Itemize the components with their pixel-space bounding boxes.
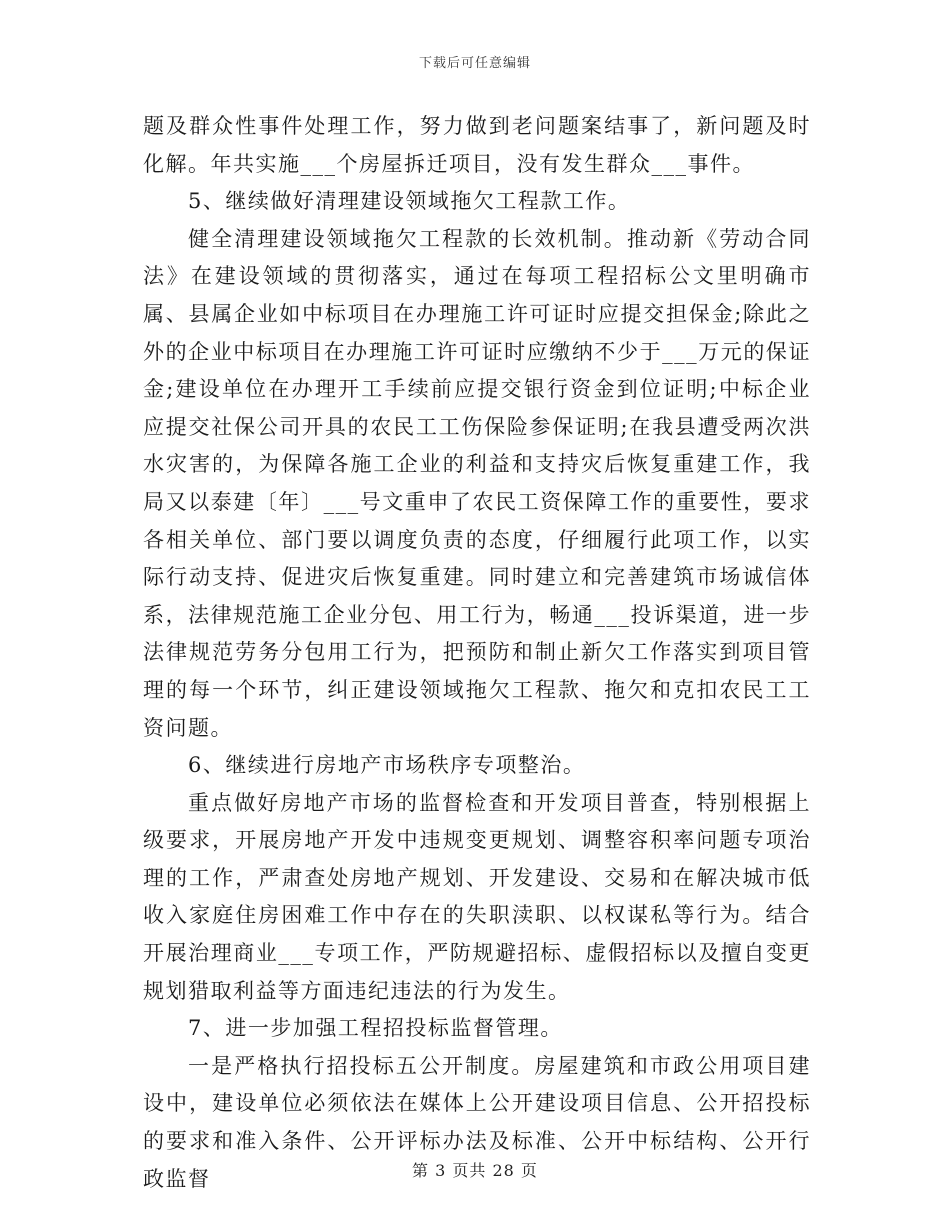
paragraph-continuation: 题及群众性事件处理工作，努力做到老问题案结事了，新问题及时化解。年共实施___个房屋拆迁项目，没有发生群众___事件。 [143,114,811,176]
paragraph-real-estate: 重点做好房地产市场的监督检查和开发项目普查，特别根据上级要求，开展房地产开发中违规变更规划、调整容积率问题专项治理的工作，严肃查处房地产规划、开发建设、交易和在解决城市低收入家庭住房困难工作中存在的失职渎职、以权谋私等行为。结合开展治理商业___专项工作，严防规避招标、虚假招标以及擅自变更规划猎取利益等方面违纪违法的行为发生。 [143,790,811,1003]
section-heading-6: 6、继续进行房地产市场秩序专项整治。 [188,753,586,778]
paragraph-wage-arrears: 健全清理建设领域拖欠工程款的长效机制。推动新《劳动合同法》在建设领域的贯彻落实，通过在每项工程招标公文里明确市属、县属企业如中标项目在办理施工许可证时应提交担保金;除此之外的企业中标项目在办理施工许可证时应缴纳不少于___万元的保证金;建设单位在办理开工手续前应提交银行资金到位证明;中标企业应提交社保公司开具的农民工工伤保险参保证明;在我县遭受两次洪水灾害的，为保障各施工企业的利益和支持灾后恢复重建工作，我局又以泰建〔年〕___号文重申了农民工资保障工作的重要性，要求各相关单位、部门要以调度负责的态度，仔细履行此项工作，以实际行动支持、促进灾后恢复重建。同时建立和完善建筑市场诚信体系，法律规范施工企业分包、用工行为，畅通___投诉渠道，进一步法律规范劳务分包用工行为，把预防和制止新欠工作落实到项目管理的每一个环节，纠正建设领域拖欠工程款、拖欠和克扣农民工工资问题。 [143,226,811,740]
section-heading-5: 5、继续做好清理建设领域拖欠工程款工作。 [188,189,631,214]
page-footer: 第 3 页共 28 页 [412,1161,538,1180]
paragraph-bidding: 一是严格执行招投标五公开制度。房屋建筑和市政公用项目建设中，建设单位必须依法在媒体上公开建设项目信息、公开招投标的要求和准入条件、公开评标办法及标准、公开中标结构、公开行政监督 [143,1053,811,1191]
page-header: 下载后可任意编辑 [418,56,531,71]
section-heading-7: 7、进一步加强工程招投标监督管理。 [188,1016,563,1041]
document-body [143,108,811,1198]
